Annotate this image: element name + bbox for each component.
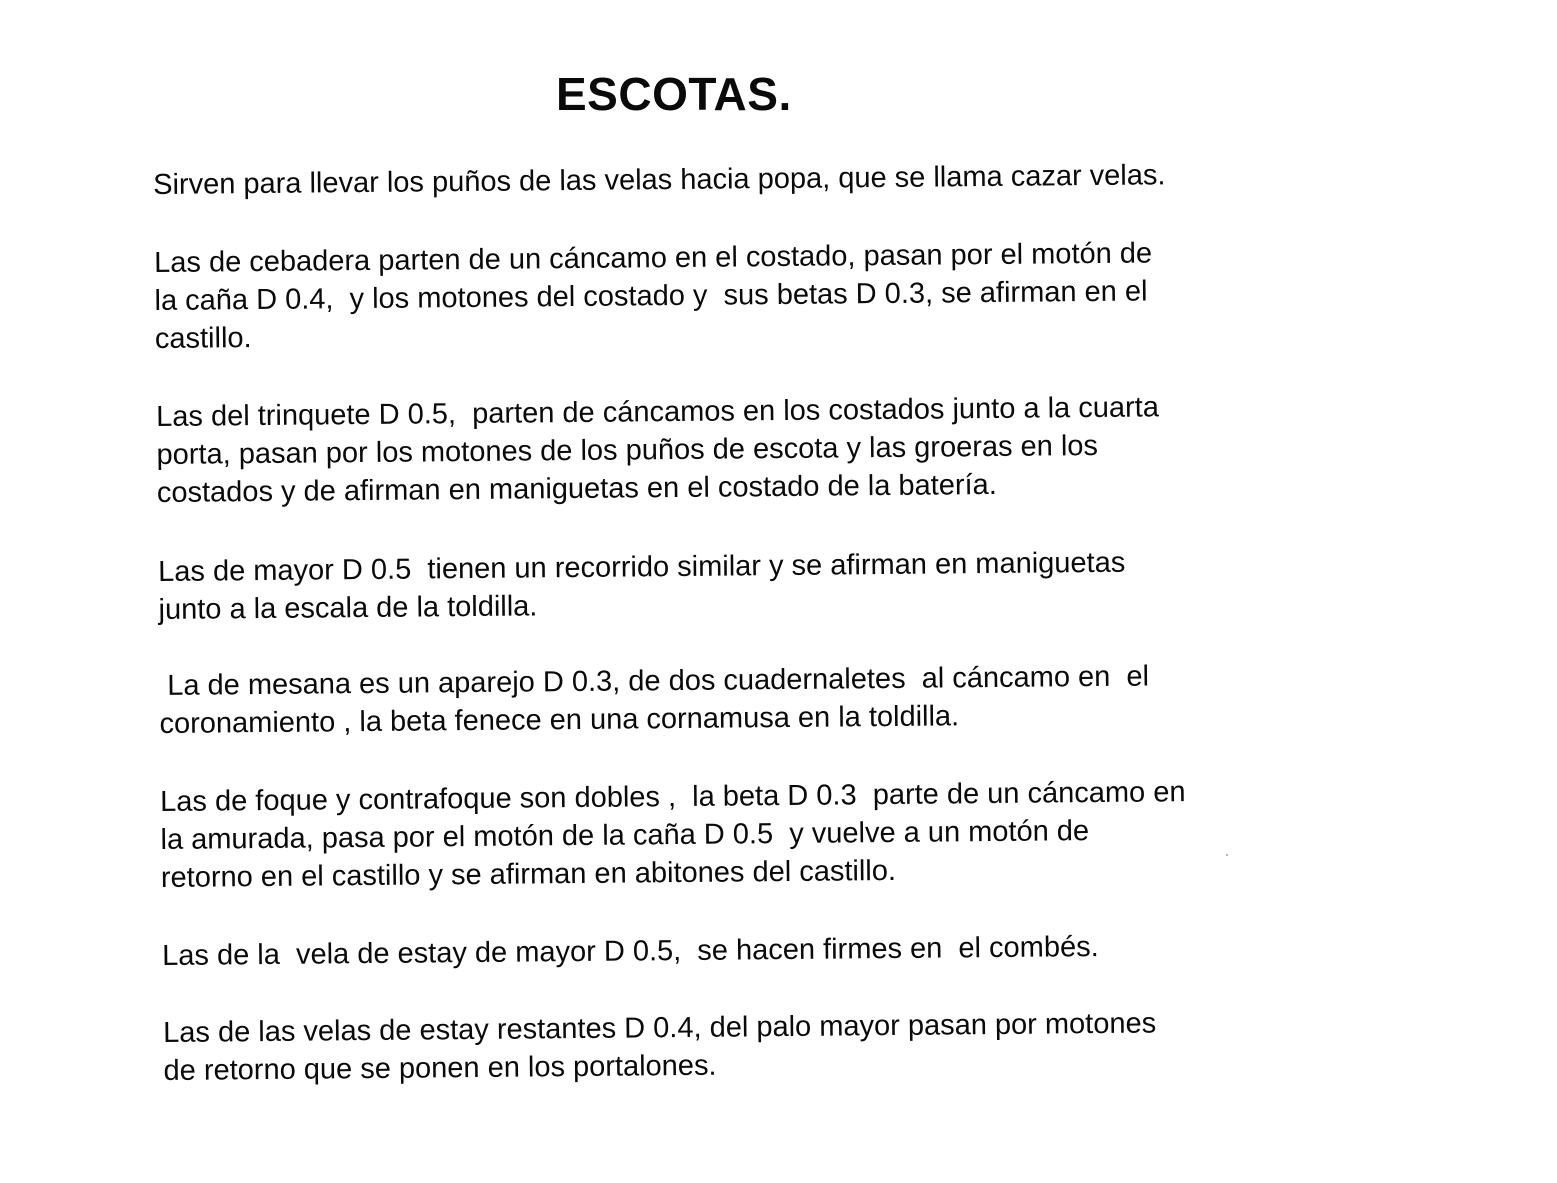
paragraph-sirven bbox=[153, 156, 1166, 204]
paragraph-line: de retorno que se ponen en los portalones. bbox=[163, 1049, 717, 1087]
paragraph-line: Sirven para llevar los puños de las velas hacia popa, que se llama cazar velas. bbox=[153, 159, 1166, 201]
paragraph-line: junto a la escala de la toldilla. bbox=[158, 590, 538, 626]
paragraph-trinquete bbox=[156, 388, 1160, 512]
paragraph-line: la amurada, pasa por el motón de la caña D 0.5 y vuelve a un motón de bbox=[160, 815, 1090, 856]
paragraph-estay-mayor bbox=[162, 928, 1099, 975]
paragraph-mayor bbox=[158, 544, 1126, 629]
document-title: ESCOTAS. bbox=[556, 68, 792, 120]
paragraph-line: coronamiento , la beta fenece en una cornamusa en la toldilla. bbox=[159, 700, 960, 740]
paragraph-line: Las de mayor D 0.5 tienen un recorrido similar y se afirman en maniguetas bbox=[158, 546, 1126, 588]
paragraph-line: La de mesana es un aparejo D 0.3, de dos cuadernaletes al cáncamo en el bbox=[159, 660, 1150, 702]
paragraph-line: costados y de afirman en maniguetas en el costado de la batería. bbox=[156, 468, 997, 509]
paragraph-line: retorno en el castillo y se afirman en abitones del castillo. bbox=[160, 854, 897, 894]
paragraph-line: Las de las velas de estay restantes D 0.4, del palo mayor pasan por motones bbox=[163, 1007, 1157, 1049]
paragraph-line: porta, pasan por los motones de los puños de escota y las groeras en los bbox=[156, 429, 1099, 471]
paragraph-foque bbox=[160, 773, 1186, 897]
paragraph-mesana bbox=[159, 657, 1150, 742]
scan-speck bbox=[1226, 854, 1228, 856]
paragraph-line: Las del trinquete D 0.5, parten de cáncamos en los costados junto a la cuarta bbox=[156, 391, 1160, 433]
paragraph-line: Las de cebadera parten de un cáncamo en el costado, pasan por el motón de bbox=[154, 237, 1153, 279]
paragraph-estay-restantes bbox=[163, 1004, 1157, 1090]
paragraph-line: castillo. bbox=[154, 322, 252, 355]
paragraph-cebadera bbox=[154, 234, 1153, 358]
paragraph-line: la caña D 0.4, y los motones del costado y sus betas D 0.3, se afirman en el bbox=[154, 275, 1148, 317]
paragraph-line: Las de foque y contrafoque son dobles , la beta D 0.3 parte de un cáncamo en bbox=[160, 776, 1186, 818]
paragraph-line: Las de la vela de estay de mayor D 0.5, se hacen firmes en el combés. bbox=[162, 931, 1099, 972]
